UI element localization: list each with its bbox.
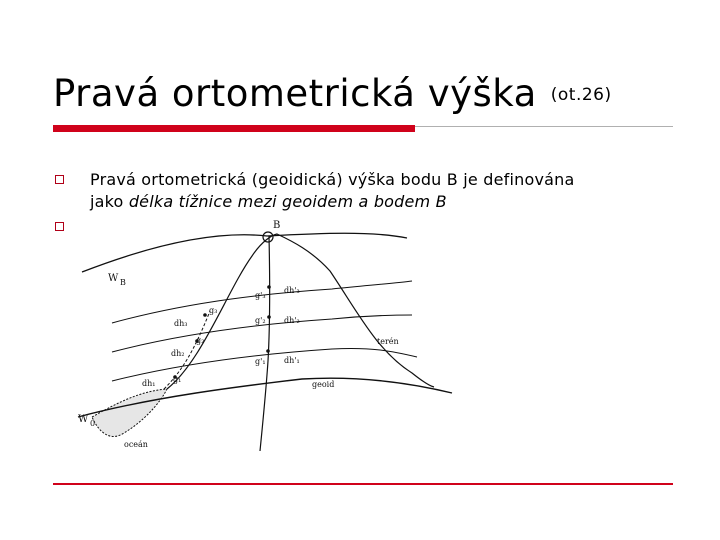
- bullet-text-1: [90, 169, 670, 213]
- label-wb: W: [108, 273, 119, 284]
- title-main: Pravá ortometrická výška: [53, 72, 537, 115]
- plumb-point-3: [267, 285, 271, 289]
- label-dh1-left: dh₁: [142, 379, 156, 388]
- label-teren: terén: [377, 337, 399, 346]
- label-g1-left: g₁: [173, 375, 182, 384]
- level-point-3: [203, 313, 207, 317]
- orthometric-height-diagram: [72, 211, 456, 457]
- label-g1-right: g'₁: [255, 357, 266, 366]
- title-underline-red: [53, 125, 415, 132]
- slide-title: [53, 72, 612, 115]
- bullet-marker-1: [55, 175, 64, 184]
- bullet-text-line-1: Pravá ortometrická (geoidická) výška bodu B je definována: [90, 170, 575, 189]
- label-dh2-right: dh'₂: [284, 316, 300, 325]
- diagram-svg: [72, 211, 456, 457]
- label-geoid: geoid: [312, 380, 335, 389]
- label-g3-right: g'₃: [255, 291, 266, 300]
- label-dh2-left: dh₂: [171, 349, 185, 358]
- bullet-text-line-2: [90, 191, 670, 213]
- label-g2-left: g₂: [196, 336, 205, 345]
- plumb-point-1: [266, 349, 270, 353]
- bullet-text-prefix: jako: [90, 192, 129, 211]
- title-note: (ot.26): [550, 85, 612, 105]
- label-g3-left: g₃: [209, 306, 218, 315]
- label-g2-right: g'₂: [255, 316, 266, 325]
- label-ocean: oceán: [124, 440, 148, 449]
- label-dh3-right: dh'₃: [284, 286, 300, 295]
- label-wb-sub: B: [120, 278, 126, 287]
- title-underline-grey: [415, 126, 673, 127]
- footer-rule: [53, 483, 673, 485]
- bullet-text-italic: délka tížnice mezi geoidem a bodem B: [128, 192, 447, 211]
- label-dh3-left: dh₃: [174, 319, 188, 328]
- label-dh1-right: dh'₁: [284, 356, 300, 365]
- label-point-b: B: [273, 220, 281, 231]
- plumb-point-2: [267, 315, 271, 319]
- bullet-marker-2: [55, 222, 64, 231]
- label-w0-sub: 0: [90, 419, 96, 428]
- label-w0: W: [78, 414, 89, 425]
